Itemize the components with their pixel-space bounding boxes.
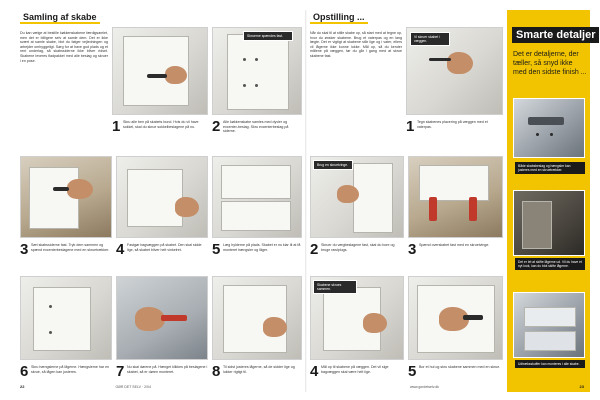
step-number: 1 — [406, 118, 415, 135]
step-number: 3 — [20, 241, 29, 258]
step-caption: Bor et hul og skru skabene sammen med en skrue. — [419, 365, 501, 369]
step-number: 2 — [212, 118, 221, 135]
step-number: 4 — [310, 363, 319, 380]
step-7-photo — [116, 276, 208, 360]
step-caption: Fastgør bagvæggen på skabet. Den skal sidde lige, så skabet bliver helt vinkelret. — [127, 243, 202, 252]
step-caption: Spænd overskabet fast med en skruetvinge. — [419, 243, 490, 247]
install-step-5-photo — [408, 276, 503, 360]
section-title-assembly: Samling af skabe — [20, 10, 100, 24]
page-number: 23 — [579, 384, 584, 389]
step-number: 7 — [116, 363, 125, 380]
sidebar-photo-hinge — [513, 98, 585, 158]
sidebar-smart-details — [507, 10, 596, 392]
sidebar-photo-door — [513, 190, 585, 256]
photo-tag: Skruerne spændes fast. — [243, 31, 293, 41]
photo-tag: Brug en skruetvinge. — [313, 160, 353, 170]
step-caption: Tegn skabenes placering på væggen med et vaterpas. — [417, 120, 488, 129]
sidebar-photo-drawer — [513, 292, 585, 358]
intro-text-installation: Når du skal til at stille skabe op, så start med at tegne op, hvor du ønsker skabene. Brug et vaterpas og en lang lægte. Det er vigtigt at skabene står lige og i vater, ellers vil lågerne ikke kunne lukke. Mål op, så du kender målene på væggen, før du går i gang med at skrue skabene fast. — [310, 31, 402, 58]
folio-text: GØR DET SELV · 2/04 — [115, 385, 151, 389]
magazine-spread — [12, 10, 596, 392]
step-8-photo — [212, 276, 302, 360]
step-caption: Alle køkkenskabe samles med dyvler og excenter-beslag. Skru excenterbeslag på siderne. — [223, 120, 289, 134]
step-caption: Læg hylderne på plads. Skabet er nu klar til at få monteret hængsler og låger. — [223, 243, 301, 252]
step-number: 5 — [212, 241, 221, 258]
step-caption: Skru hængslerne på lågerne. Hængslerne har en skrue, så lågen kan justeres. — [31, 365, 110, 374]
step-caption: Sæt skabssiderne fast. Tryk dem sammen og spænd excenterbeslagene med en skruetrækker. — [31, 243, 110, 252]
step-number: 2 — [310, 241, 319, 258]
step-5-photo — [212, 156, 302, 238]
photo-tag: Skabene skrues sammen. — [313, 280, 357, 294]
step-number: 3 — [408, 241, 417, 258]
install-step-3-photo — [408, 156, 503, 238]
step-6-photo — [20, 276, 112, 360]
step-caption: Skruer du vægbeslagene fast, skal du bore og bruge rawlplugs. — [321, 243, 395, 252]
step-caption: Mål op til skabene på væggen. Det vil sige bagvæggen skal være helt lige. — [321, 365, 389, 374]
folio-text: www.gordetselv.dk — [410, 385, 439, 389]
step-3-photo — [20, 156, 112, 238]
page-number: 22 — [20, 384, 25, 389]
step-number: 4 — [116, 241, 125, 258]
sidebar-title: Smarte detaljer — [512, 27, 599, 43]
intro-text-assembly: Du kan vælge at bestille køkkenskabene færdigsamlet, men det er billigere selv at samle dem. Det er ikke svært at samle skabe, blot du følger vejledningen og arbejder omhyggeligt. Sørg for at have god plads og et rent underlag, så skabssiderne ikke bliver ridset. Skabene leveres fladpakket med alle beslag og skruer i en pose. — [20, 31, 108, 63]
sidebar-tag: Både skabsbeslag og hængsler kan justeres med en skruetrækker. — [515, 162, 585, 174]
sidebar-tag: Udtræksskuffer kan monteres i alle skabe. — [515, 360, 585, 368]
page-folio-left — [20, 384, 151, 389]
page-gutter — [305, 10, 307, 392]
sidebar-tag: Det er let at skifte lågerne ud. Vil du have et nyt look, kan du blot skifte lågerne. — [515, 258, 585, 270]
section-title-installation: Opstilling ... — [310, 10, 368, 24]
step-number: 5 — [408, 363, 417, 380]
step-number: 6 — [20, 363, 29, 380]
step-caption: Nu skal dørene på. Hænget klikkes på beslagene i skabet, så er døren monteret. — [127, 365, 208, 374]
step-number: 1 — [112, 118, 121, 135]
step-4-photo — [116, 156, 208, 238]
step-caption: Skru alle ben på skabets bund. Hvis du vil have sokkel, skal du skrue sokkelbeslagene på nu. — [123, 120, 199, 129]
step-number: 8 — [212, 363, 221, 380]
photo-tag: Vi skruer skabet i væggen. — [410, 32, 450, 46]
sidebar-intro: Det er detaljerne, der tæller, så snyd ikke med den sidste finish ... — [513, 51, 587, 76]
step-1-photo — [112, 27, 208, 115]
step-caption: Til sidst justeres lågerne, så de sidder lige og lukker rigtigt til. — [223, 365, 295, 374]
page-folio-right — [410, 385, 439, 389]
